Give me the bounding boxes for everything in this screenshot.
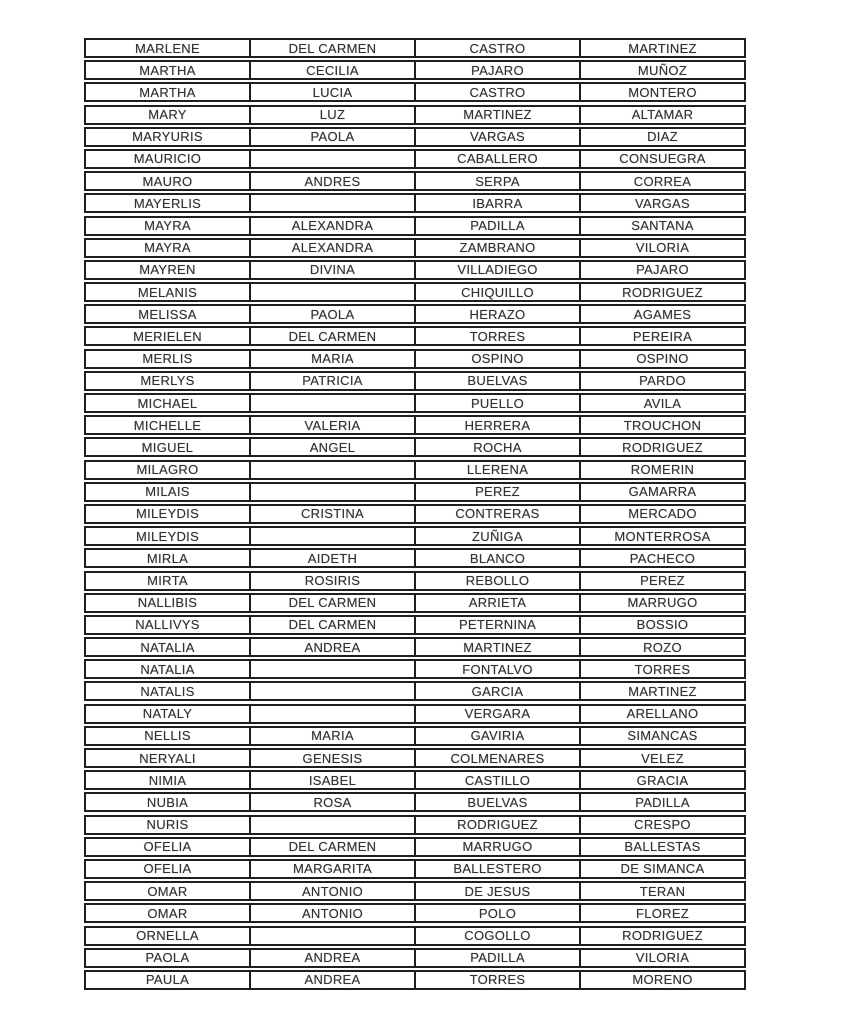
table-row: [84, 282, 746, 302]
table-cell: NATALIS: [140, 683, 195, 699]
table-cell: MAURO: [142, 173, 193, 189]
table-cell: MARRUGO: [414, 839, 579, 855]
table-cell: MORENO: [579, 972, 744, 988]
table-row: [84, 127, 746, 147]
table-cell: GENESIS: [249, 750, 414, 766]
table-cell: ALEXANDRA: [249, 218, 414, 234]
table-cell: TROUCHON: [579, 417, 744, 433]
table-cell: MARTINEZ: [579, 40, 744, 56]
table-cell: PAJARO: [414, 62, 579, 78]
table-cell: ROSA: [249, 794, 414, 810]
table-cell: PAOLA: [249, 129, 414, 145]
table-cell: ZUÑIGA: [414, 528, 579, 544]
table-cell: MARYURIS: [132, 129, 203, 145]
table-cell: GAMARRA: [579, 484, 744, 500]
table-cell: PEREZ: [414, 484, 579, 500]
table-cell: OFELIA: [143, 839, 192, 855]
table-row: [84, 238, 746, 258]
table-row: [84, 903, 746, 923]
table-cell: CECILIA: [249, 62, 414, 78]
table-cell: POLO: [414, 905, 579, 921]
table-cell: VILORIA: [579, 950, 744, 966]
table-cell: SERPA: [414, 173, 579, 189]
table-cell: BUELVAS: [414, 794, 579, 810]
table-cell: [249, 817, 414, 833]
table-cell: GRACIA: [579, 772, 744, 788]
table-cell: ARELLANO: [579, 706, 744, 722]
table-row: [84, 393, 746, 413]
table-cell: ROCHA: [414, 439, 579, 455]
table-cell: LUCIA: [249, 84, 414, 100]
table-cell: PADILLA: [414, 950, 579, 966]
table-cell: MARRUGO: [579, 595, 744, 611]
table-cell: MELISSA: [138, 306, 197, 322]
table-row: [84, 504, 746, 524]
table-row: [84, 792, 746, 812]
table-cell: MARTHA: [139, 84, 196, 100]
table-cell: VILORIA: [579, 240, 744, 256]
table-cell: CASTRO: [414, 40, 579, 56]
table-cell: VELEZ: [579, 750, 744, 766]
table-cell: MILEYDIS: [135, 528, 200, 544]
table-cell: MAYRA: [144, 218, 191, 233]
table-cell: BALLESTERO: [414, 861, 579, 877]
table-row: [84, 881, 746, 901]
table-cell: CRISTINA: [249, 506, 414, 522]
table-cell: MILAIS: [145, 484, 190, 500]
table-cell: CASTILLO: [414, 772, 579, 788]
table-cell: RODRIGUEZ: [414, 817, 579, 833]
table-row: [84, 837, 746, 857]
table-row: [84, 371, 746, 391]
table-cell: TORRES: [579, 661, 744, 677]
table-row: [84, 260, 746, 280]
table-cell: VARGAS: [579, 195, 744, 211]
table-row: [84, 216, 746, 236]
table-cell: OSPINO: [414, 351, 579, 367]
table-cell: OSPINO: [579, 351, 744, 367]
table-row: [84, 60, 746, 80]
table-cell: NALLIVYS: [135, 617, 200, 633]
table-cell: DEL CARMEN: [249, 40, 414, 56]
table-cell: NALLIBIS: [137, 595, 198, 611]
table-cell: MIRLA: [146, 550, 189, 566]
table-cell: ZAMBRANO: [414, 240, 579, 256]
table-row: [84, 681, 746, 701]
table-cell: AVILA: [579, 395, 744, 411]
table-cell: CRESPO: [579, 817, 744, 833]
table-cell: RODRIGUEZ: [579, 284, 744, 300]
table-cell: ANTONIO: [249, 883, 414, 899]
table-cell: MARIA: [249, 351, 414, 367]
table-cell: DEL CARMEN: [249, 617, 414, 633]
table-cell: ANDREA: [249, 972, 414, 988]
table-cell: DEL CARMEN: [249, 839, 414, 855]
table-cell: DEL CARMEN: [249, 328, 414, 344]
table-cell: PAJARO: [579, 262, 744, 278]
table-cell: MIRTA: [147, 573, 188, 588]
table-row: [84, 193, 746, 213]
table-cell: MONTERO: [579, 84, 744, 100]
table-row: [84, 349, 746, 369]
table-cell: MIGUEL: [141, 439, 194, 455]
table-cell: NERYALI: [139, 750, 196, 766]
table-cell: RODRIGUEZ: [579, 439, 744, 455]
table-row: [84, 482, 746, 502]
table-cell: AGAMES: [579, 306, 744, 322]
table-cell: ALEXANDRA: [249, 240, 414, 256]
table-cell: VARGAS: [414, 129, 579, 145]
table-cell: ANDREA: [249, 639, 414, 655]
table-row: [84, 948, 746, 968]
table-cell: BLANCO: [414, 550, 579, 566]
table-cell: IBARRA: [414, 195, 579, 211]
table-cell: MERCADO: [579, 506, 744, 522]
table-cell: NATALIA: [140, 661, 195, 677]
table-cell: VERGARA: [414, 706, 579, 722]
table-cell: [249, 484, 414, 500]
table-cell: PAULA: [145, 972, 190, 988]
table-cell: RODRIGUEZ: [579, 928, 744, 944]
table-cell: LLERENA: [414, 462, 579, 478]
table-cell: PADILLA: [414, 218, 579, 234]
table-cell: PAOLA: [145, 950, 190, 966]
table-cell: [249, 928, 414, 944]
table-cell: ANDREA: [249, 950, 414, 966]
table-cell: MARIA: [249, 728, 414, 744]
table-cell: MUÑOZ: [579, 62, 744, 78]
table-cell: NIMIA: [148, 772, 187, 788]
table-row: [84, 571, 746, 591]
table-row: [84, 171, 746, 191]
table-cell: ISABEL: [249, 772, 414, 788]
table-row: [84, 326, 746, 346]
table-cell: PACHECO: [579, 550, 744, 566]
table-row: [84, 304, 746, 324]
table-cell: HERAZO: [414, 306, 579, 322]
table-cell: MONTERROSA: [579, 528, 744, 544]
table-cell: FLOREZ: [579, 905, 744, 921]
table-cell: BALLESTAS: [579, 839, 744, 855]
table-row: [84, 82, 746, 102]
table-cell: DIAZ: [579, 129, 744, 145]
table-cell: MARTINEZ: [414, 107, 579, 123]
table-cell: OMAR: [147, 883, 188, 899]
table-cell: [249, 661, 414, 677]
table-cell: ORNELLA: [136, 928, 199, 943]
table-cell: MICHELLE: [133, 417, 202, 433]
table-cell: MILAGRO: [136, 462, 199, 478]
table-row: [84, 815, 746, 835]
table-cell: TORRES: [414, 972, 579, 988]
table-cell: TORRES: [414, 328, 579, 344]
table-cell: OFELIA: [143, 861, 192, 877]
table-cell: SIMANCAS: [579, 728, 744, 744]
table-cell: MARTHA: [139, 62, 196, 78]
table-cell: BOSSIO: [579, 617, 744, 633]
table-cell: PEREIRA: [579, 328, 744, 344]
table-cell: ALTAMAR: [579, 107, 744, 123]
table-cell: ANDRES: [249, 173, 414, 189]
table-cell: CORREA: [579, 173, 744, 189]
table-cell: CASTRO: [414, 84, 579, 100]
table-row: [84, 770, 746, 790]
table-cell: MERLIS: [142, 351, 193, 367]
table-cell: [249, 284, 414, 300]
table-cell: GAVIRIA: [414, 728, 579, 744]
table-cell: MILEYDIS: [135, 506, 200, 522]
table-cell: [249, 528, 414, 544]
table-cell: PAOLA: [249, 306, 414, 322]
table-row: [84, 726, 746, 746]
table-row: [84, 926, 746, 946]
table-cell: ARRIETA: [414, 595, 579, 611]
table-cell: OMAR: [147, 905, 188, 921]
table-cell: TERAN: [579, 883, 744, 899]
table-cell: CONSUEGRA: [579, 151, 744, 167]
table-row: [84, 659, 746, 679]
table-cell: ROZO: [579, 639, 744, 655]
table-cell: MARLENE: [135, 40, 200, 56]
table-cell: MARY: [148, 107, 187, 123]
table-cell: ROSIRIS: [249, 573, 414, 589]
table-row: [84, 615, 746, 635]
table-cell: PATRICIA: [249, 373, 414, 389]
table-cell: BUELVAS: [414, 373, 579, 389]
names-table: [84, 38, 746, 990]
table-row: [84, 415, 746, 435]
table-cell: ANGEL: [249, 439, 414, 455]
table-row: [84, 859, 746, 879]
table-row: [84, 593, 746, 613]
table-row: [84, 105, 746, 125]
table-cell: ROMERIN: [579, 462, 744, 478]
table-cell: NURIS: [146, 817, 189, 833]
table-cell: [249, 195, 414, 211]
table-cell: VILLADIEGO: [414, 262, 579, 278]
table-row: [84, 437, 746, 457]
table-cell: PARDO: [579, 373, 744, 389]
table-cell: PETERNINA: [414, 617, 579, 633]
table-cell: DE JESUS: [414, 883, 579, 899]
table-row: [84, 704, 746, 724]
table-cell: [249, 462, 414, 478]
table-cell: MARTINEZ: [414, 639, 579, 655]
table-cell: MAURICIO: [133, 151, 202, 167]
table-cell: PADILLA: [579, 794, 744, 810]
table-row: [84, 149, 746, 169]
table-row: [84, 637, 746, 657]
table-row: [84, 460, 746, 480]
table-cell: CABALLERO: [414, 151, 579, 167]
table-cell: [249, 706, 414, 722]
table-cell: NATALIA: [140, 639, 195, 655]
table-cell: AIDETH: [249, 550, 414, 566]
table-cell: MERIELEN: [133, 328, 202, 344]
table-cell: DEL CARMEN: [249, 595, 414, 611]
table-cell: NUBIA: [146, 794, 189, 810]
table-cell: GARCIA: [414, 683, 579, 699]
table-row: [84, 548, 746, 568]
table-cell: HERRERA: [414, 417, 579, 433]
table-cell: DE SIMANCA: [579, 861, 744, 877]
table-cell: [249, 151, 414, 167]
table-cell: COLMENARES: [414, 750, 579, 766]
table-row: [84, 38, 746, 58]
table-cell: COGOLLO: [414, 928, 579, 944]
table-cell: NELLIS: [144, 728, 191, 744]
table-cell: MAYERLIS: [133, 195, 202, 211]
table-cell: MAYREN: [139, 262, 196, 278]
table-cell: ANTONIO: [249, 905, 414, 921]
table-cell: NATALY: [142, 706, 193, 722]
table-cell: CHIQUILLO: [414, 284, 579, 300]
table-cell: FONTALVO: [414, 661, 579, 677]
table-cell: MARGARITA: [249, 861, 414, 877]
table-cell: PUELLO: [414, 395, 579, 411]
table-cell: MICHAEL: [137, 395, 198, 411]
table-cell: DIVINA: [249, 262, 414, 278]
table-row: [84, 748, 746, 768]
table-cell: MARTINEZ: [579, 683, 744, 699]
table-cell: [249, 683, 414, 699]
table-row: [84, 526, 746, 546]
table-cell: CONTRERAS: [414, 506, 579, 522]
table-cell: MELANIS: [137, 284, 198, 300]
table-cell: REBOLLO: [414, 573, 579, 589]
table-cell: PEREZ: [579, 573, 744, 589]
table-cell: VALERIA: [249, 417, 414, 433]
table-cell: MAYRA: [144, 240, 191, 256]
table-cell: SANTANA: [579, 218, 744, 234]
table-cell: [249, 395, 414, 411]
table-cell: MERLYS: [140, 373, 195, 389]
table-cell: LUZ: [249, 107, 414, 123]
table-row: [84, 970, 746, 990]
